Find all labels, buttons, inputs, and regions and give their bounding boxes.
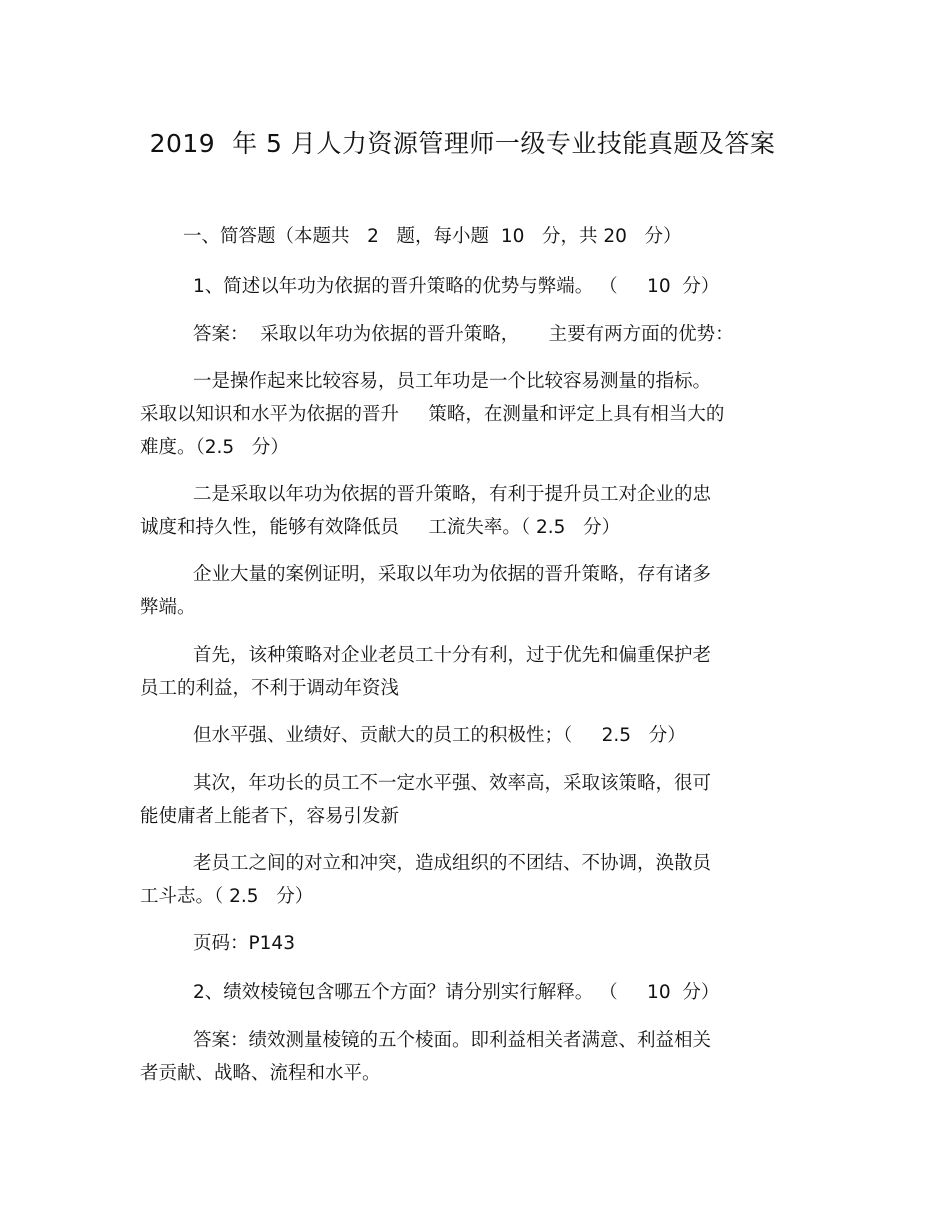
question-2: 2、绩效棱镜包含哪五个方面？请分别实行解释。 （ 10 分） (193, 982, 720, 1003)
paragraph-line: 诚度和持久性，能够有效降低员 工流失率。（ 2.5 分） (140, 517, 621, 538)
paragraph-line: 采取以知识和水平为依据的晋升 策略，在测量和评定上具有相当大的 (140, 404, 725, 425)
paragraph-line: 员工的利益，不利于调动年资浅 (140, 678, 400, 699)
document-title: 2019 年 5 月人力资源管理师一级专业技能真题及答案 (149, 129, 776, 158)
paragraph-line: 二是采取以年功为依据的晋升策略，有利于提升员工对企业的忠 (193, 484, 712, 505)
paragraph-line: 答案：绩效测量棱镜的五个棱面。即利益相关者满意、利益相关 (193, 1030, 712, 1051)
paragraph-line: 但水平强、业绩好、贡献大的员工的积极性；（ 2.5 分） (193, 725, 686, 746)
paragraph-line: 工斗志。（ 2.5 分） (140, 886, 314, 907)
section-heading: 一、简答题（本题共 2 题，每小题 10 分，共 20 分） (183, 226, 682, 247)
paragraph-line: 其次，年功长的员工不一定水平强、效率高，采取该策略，很可 (193, 773, 712, 794)
page-reference: 页码：P143 (193, 933, 295, 954)
paragraph-line: 一是操作起来比较容易，员工年功是一个比较容易测量的指标。 (193, 371, 712, 392)
paragraph-line: 企业大量的案例证明，采取以年功为依据的晋升策略，存有诸多 (193, 564, 712, 585)
answer-intro: 答案： 采取以年功为依据的晋升策略， 主要有两方面的优势： (193, 324, 734, 345)
paragraph-line: 难度。（2.5 分） (140, 437, 289, 458)
paragraph-line: 者贡献、战略、流程和水平。 (140, 1063, 381, 1084)
question-1: 1、简述以年功为依据的晋升策略的优势与弊端。 （ 10 分） (193, 276, 720, 297)
paragraph-line: 弊端。 (140, 597, 196, 618)
paragraph-line: 首先，该种策略对企业老员工十分有利，过于优先和偏重保护老 (193, 645, 712, 666)
paragraph-line: 能使庸者上能者下，容易引发新 (140, 806, 400, 827)
paragraph-line: 老员工之间的对立和冲突，造成组织的不团结、不协调，涣散员 (193, 853, 712, 874)
